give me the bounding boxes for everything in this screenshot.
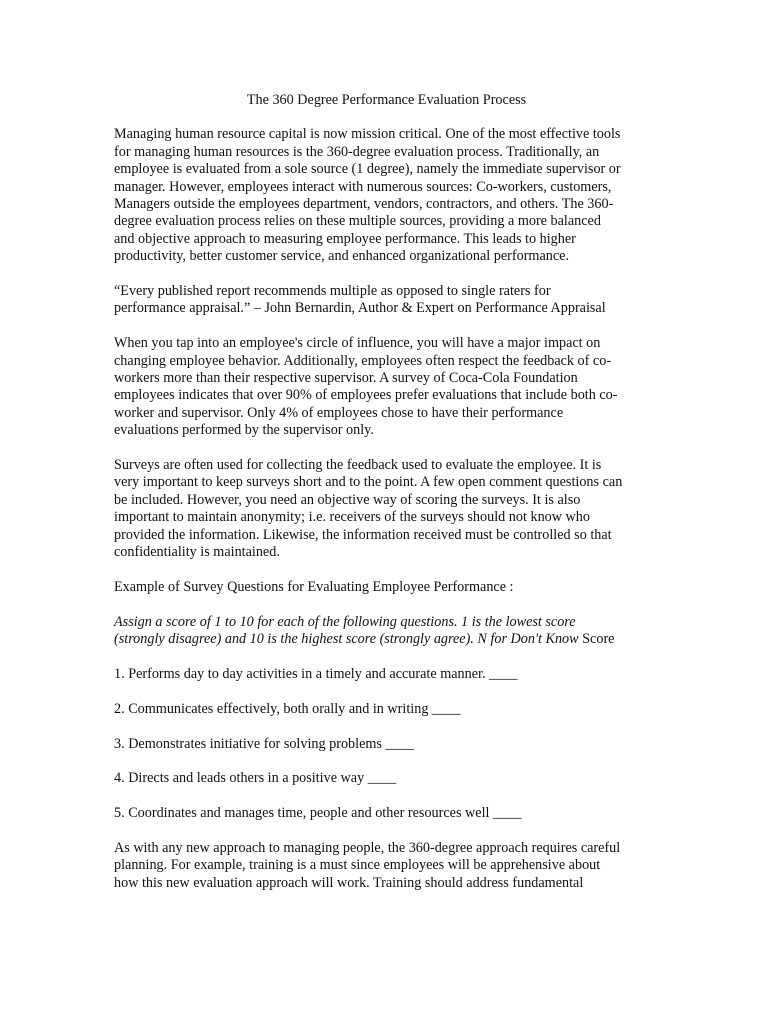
instructions-line: Assign a score of 1 to 10 for each of the following questions. 1 is the lowest score xyxy=(114,613,576,630)
text-line: manager. However, employees interact with numerous sources: Co-workers, customers, xyxy=(114,178,612,195)
text-line: provided the information. Likewise, the information received must be controlled so that xyxy=(114,526,612,543)
text-line: Surveys are often used for collecting the feedback used to evaluate the employee. It is xyxy=(114,457,602,474)
intro-paragraph xyxy=(114,126,659,265)
text-line: performance appraisal.” – John Bernardin, Author & Expert on Performance Appraisal xyxy=(114,300,606,317)
quote-paragraph xyxy=(114,283,659,318)
survey-question: 4. Directs and leads others in a positive way ____ xyxy=(114,770,397,787)
text-line: productivity, better customer service, and enhanced organizational performance. xyxy=(114,248,569,265)
text-line: evaluations performed by the supervisor only. xyxy=(114,422,374,439)
text-line: and objective approach to measuring employee performance. This leads to higher xyxy=(114,230,576,247)
survey-question: 3. Demonstrates initiative for solving problems ____ xyxy=(114,735,414,752)
text-line: planning. For example, training is a must since employees will be apprehensive about xyxy=(114,857,601,874)
text-line: employees indicates that over 90% of employees prefer evaluations that include both co- xyxy=(114,387,618,404)
text-line: changing employee behavior. Additionally, employees often respect the feedback of co- xyxy=(114,352,612,369)
text-line: be included. However, you need an objective way of scoring the surveys. It is also xyxy=(114,491,581,508)
surveys-paragraph xyxy=(114,457,659,561)
text-line: As with any new approach to managing people, the 360-degree approach requires careful xyxy=(114,839,621,856)
text-line: employee is evaluated from a sole source (1 degree), namely the immediate supervisor or xyxy=(114,161,621,178)
text-line: Managers outside the employees department, vendors, contractors, and others. The 360- xyxy=(114,196,614,213)
text-line: degree evaluation process relies on these multiple sources, providing a more balanced xyxy=(114,213,601,230)
text-line: worker and supervisor. Only 4% of employees chose to have their performance xyxy=(114,404,564,421)
text-line: for managing human resources is the 360-degree evaluation process. Traditionally, an xyxy=(114,143,600,160)
closing-paragraph xyxy=(114,840,659,892)
text-line: When you tap into an employee's circle of influence, you will have a major impact on xyxy=(114,335,601,352)
text-line: “Every published report recommends multiple as opposed to single raters for xyxy=(114,283,551,300)
survey-question: 2. Communicates effectively, both orally and in writing ____ xyxy=(114,700,461,717)
text-line: confidentiality is maintained. xyxy=(114,544,280,561)
instructions-italic-text: (strongly disagree) and 10 is the highest score (strongly agree). N for Don't Know xyxy=(114,631,579,648)
text-line: very important to keep surveys short and to the point. A few open comment questions can xyxy=(114,474,623,491)
document-body xyxy=(114,92,659,910)
text-line: how this new evaluation approach will work. Training should address fundamental xyxy=(114,874,584,891)
survey-question: 1. Performs day to day activities in a timely and accurate manner. ____ xyxy=(114,665,518,682)
example-heading: Example of Survey Questions for Evaluating Employee Performance : xyxy=(114,578,514,595)
instructions-line xyxy=(114,631,659,648)
circle-of-influence-paragraph xyxy=(114,335,659,439)
score-label: Score xyxy=(578,631,615,648)
survey-question: 5. Coordinates and manages time, people and other resources well ____ xyxy=(114,805,522,822)
text-line: Managing human resource capital is now mission critical. One of the most effective tools xyxy=(114,126,621,143)
text-line: workers more than their respective supervisor. A survey of Coca-Cola Foundation xyxy=(114,370,578,387)
document-title: The 360 Degree Performance Evaluation Process xyxy=(246,92,527,108)
text-line: important to maintain anonymity; i.e. receivers of the surveys should not know who xyxy=(114,509,590,526)
instructions-paragraph xyxy=(114,614,659,649)
